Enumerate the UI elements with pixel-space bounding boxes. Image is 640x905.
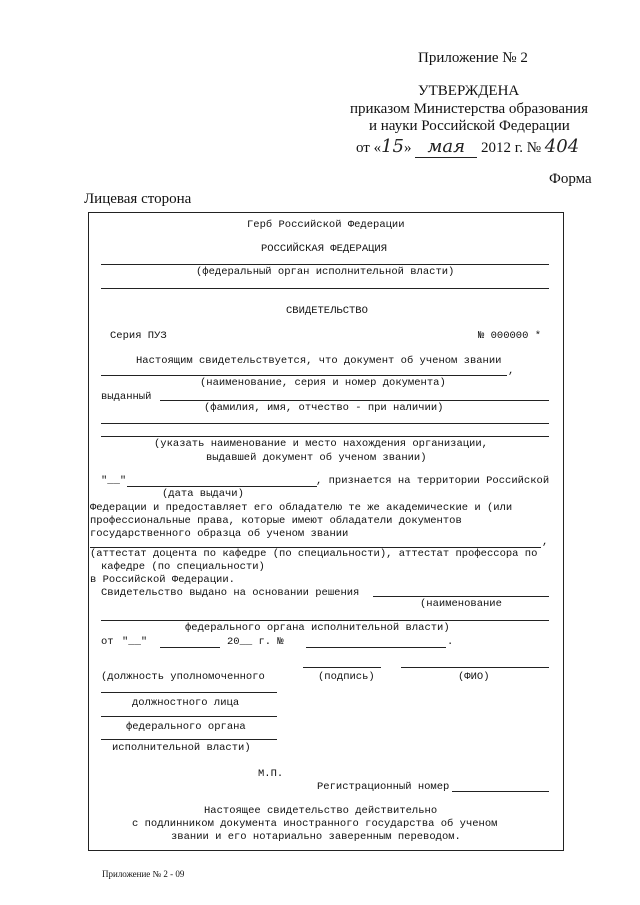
rule — [160, 400, 549, 401]
rights-line-3: государственного образца об ученом звании — [90, 528, 349, 540]
rule — [101, 620, 549, 621]
series-label: Серия ПУЗ — [110, 330, 167, 342]
date-month-handwritten: мая — [415, 136, 477, 158]
attestation-line-1: (аттестат доцента по кафедре (по специальности), аттестат профессора по — [90, 548, 538, 560]
rule — [306, 647, 446, 648]
decision-year-number: 20__ г. № — [227, 636, 284, 648]
organization-hint-1: (указать наименование и место нахождения организации, — [154, 438, 488, 450]
order-date: от «15» мая 2012 г. № 404 — [356, 136, 580, 157]
issued-label: выданный — [101, 391, 152, 403]
order-number-handwritten: 404 — [544, 136, 580, 157]
rights-line-2: профессиональные права, которые имеют обладатели документов — [90, 515, 462, 527]
fio-rule — [401, 667, 549, 668]
front-side-label: Лицевая сторона — [84, 191, 192, 207]
validity-line-1: Настоящее свидетельство действительно — [204, 805, 438, 817]
validity-line-3: звании и его нотариально заверенным переводом. — [171, 831, 461, 843]
signature-hint: (подпись) — [318, 671, 375, 683]
organization-hint-2: выдавшей документ об ученом звании) — [206, 452, 427, 464]
issue-date-hint: (дата выдачи) — [162, 488, 244, 500]
federal-body-hint: (федеральный орган исполнительной власти) — [196, 266, 455, 278]
comma: , — [508, 365, 515, 377]
certificate-number: № 000000 * — [478, 330, 542, 342]
issue-date-quote: "__" — [101, 475, 127, 487]
certifies-text: Настоящим свидетельствуется, что документ об ученом звании — [136, 355, 502, 367]
position-line-3: федерального органа — [126, 721, 246, 733]
registration-number-label: Регистрационный номер — [317, 781, 450, 793]
rule — [452, 791, 549, 792]
rule — [101, 288, 549, 289]
comma: , — [542, 536, 549, 548]
in-rf-text: в Российской Федерации. — [90, 574, 235, 586]
fio-hint: (ФИО) — [458, 671, 490, 683]
from-label: от — [101, 636, 114, 648]
certificate-title: СВИДЕТЕЛЬСТВО — [286, 305, 368, 317]
name-hint-2: (наименование — [420, 598, 502, 610]
seal-label: М.П. — [258, 768, 284, 780]
attestation-line-2: кафедре (по специальности) — [101, 561, 265, 573]
rule — [127, 486, 317, 487]
decision-date-quote: "__" — [122, 636, 148, 648]
name-hint: (фамилия, имя, отчество - при наличии) — [204, 402, 444, 414]
order-line-2: и науки Российской Федерации — [369, 118, 570, 134]
rule — [101, 264, 549, 265]
order-line-1: приказом Министерства образования — [350, 101, 588, 117]
rule — [101, 692, 277, 693]
rule — [160, 647, 220, 648]
federal-body-hint-2: федерального органа исполнительной власти) — [185, 622, 450, 634]
footer-label: Приложение № 2 - 09 — [102, 869, 185, 879]
position-line-2: должностного лица — [132, 697, 240, 709]
appendix-label: Приложение № 2 — [418, 50, 528, 66]
validity-line-2: с подлинником документа иностранного государства об ученом — [132, 818, 498, 830]
approved-label: УТВЕРЖДЕНА — [418, 83, 520, 99]
issued-basis-text: Свидетельство выдано на основании решения — [101, 587, 360, 599]
rule — [101, 375, 507, 376]
recognized-text: , признается на территории Российской — [316, 475, 550, 487]
signature-rule — [303, 667, 381, 668]
rule — [373, 596, 549, 597]
dot: . — [447, 636, 454, 648]
rule — [101, 436, 549, 437]
country-name: РОССИЙСКАЯ ФЕДЕРАЦИЯ — [261, 243, 388, 255]
rule — [101, 423, 549, 424]
date-day-handwritten: 15 — [381, 136, 405, 157]
form-label: Форма — [549, 171, 592, 187]
rule — [101, 739, 277, 740]
rights-line-1: Федерации и предоставляет его обладателю те же академические и (или — [90, 502, 513, 514]
rule — [101, 716, 277, 717]
position-line-1: (должность уполномоченного — [101, 671, 265, 683]
position-line-4: исполнительной власти) — [112, 742, 251, 754]
document-hint: (наименование, серия и номер документа) — [200, 377, 446, 389]
coat-of-arms: Герб Российской Федерации — [247, 219, 405, 231]
